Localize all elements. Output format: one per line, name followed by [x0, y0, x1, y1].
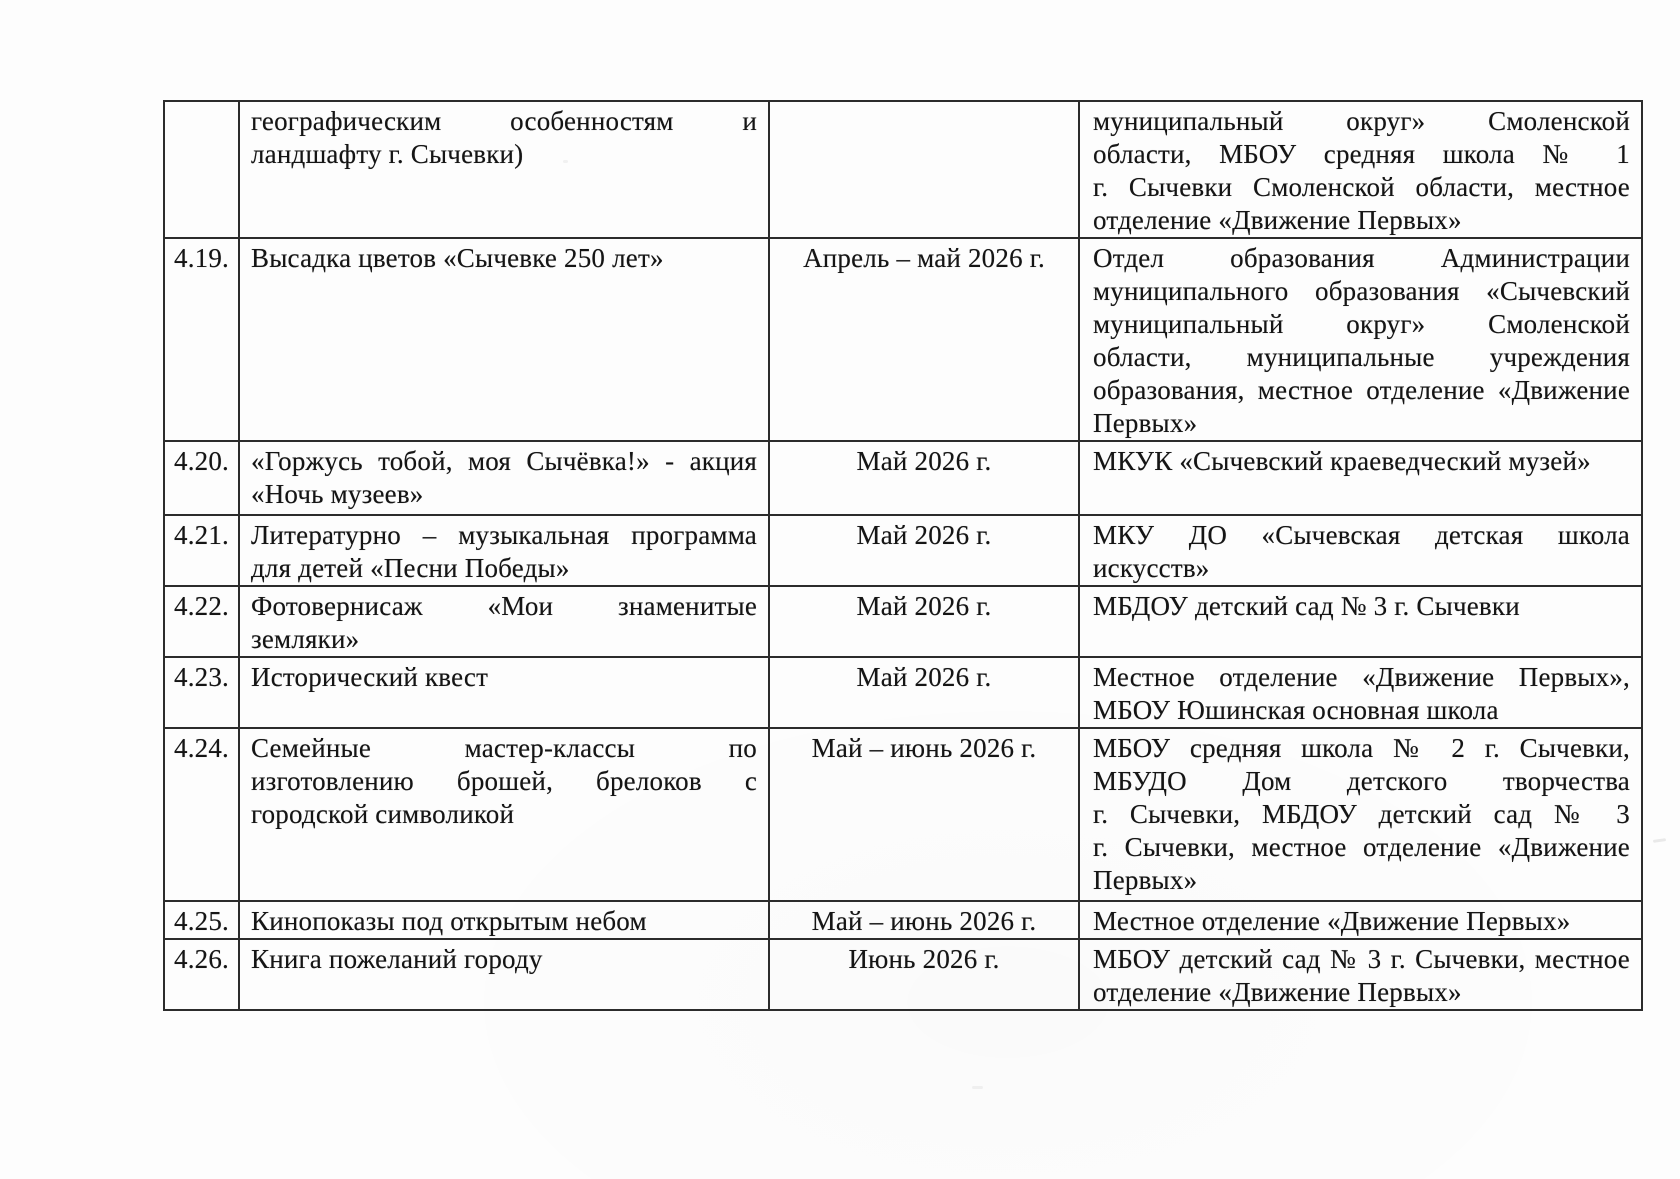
cell-text-line: г. Сычевки, местное отделение «Движение [1093, 832, 1630, 862]
cell-text-line: Май 2026 г. [856, 446, 992, 476]
cell-text-line: отделение «Движение Первых» [1093, 977, 1462, 1007]
cell-text-line: 4.20. [174, 446, 229, 476]
date-cell [769, 586, 1079, 657]
responsible-cell [1079, 586, 1642, 657]
event-cell [239, 101, 769, 238]
cell-text-line: Май – июнь 2026 г. [811, 906, 1037, 936]
cell-text-line: МБУДО Дом детского творчества [1093, 766, 1630, 796]
cell-text-line: 4.22. [174, 591, 229, 621]
table-row [164, 657, 1642, 728]
cell-text-line: МБОУ средняя школа № 2 г. Сычевки, [1093, 733, 1630, 763]
responsible-cell [1079, 441, 1642, 515]
row-number-cell [164, 586, 239, 657]
scan-artifact [972, 1086, 983, 1089]
cell-text-line: 4.25. [174, 906, 229, 936]
responsible-cell [1079, 238, 1642, 441]
table-row [164, 101, 1642, 238]
cell-text-line: МБОУ Юшинская основная школа [1093, 695, 1499, 725]
row-number-cell [164, 901, 239, 939]
table-row [164, 728, 1642, 901]
date-cell [769, 515, 1079, 586]
responsible-cell [1079, 939, 1642, 1010]
cell-text-line: МБОУ детский сад № 3 г. Сычевки, местное [1093, 944, 1630, 974]
date-cell [769, 939, 1079, 1010]
row-number-cell [164, 441, 239, 515]
cell-text-line: МБДОУ детский сад № 3 г. Сычевки [1093, 591, 1520, 621]
cell-text-line: Отдел образования Администрации [1093, 243, 1630, 273]
cell-text-line: городской символикой [251, 799, 515, 829]
responsible-cell [1079, 515, 1642, 586]
event-cell [239, 238, 769, 441]
cell-text-line: области, муниципальные учреждения [1093, 342, 1630, 372]
cell-text-line: Июнь 2026 г. [848, 944, 1000, 974]
cell-text-line: Май 2026 г. [856, 520, 992, 550]
cell-text-line: 4.24. [174, 733, 229, 763]
cell-text-line: Местное отделение «Движение Первых», [1093, 662, 1630, 692]
date-cell [769, 441, 1079, 515]
row-number-cell [164, 515, 239, 586]
cell-text-line: муниципальный округ» Смоленской [1093, 106, 1630, 136]
cell-text-line: образования, местное отделение «Движение [1093, 375, 1630, 405]
scan-artifact [1653, 838, 1666, 843]
cell-text-line: земляки» [251, 624, 360, 654]
cell-text-line: Май 2026 г. [856, 591, 992, 621]
cell-text-line: ландшафту г. Сычевки) [251, 139, 524, 169]
table-row [164, 515, 1642, 586]
row-number-cell [164, 238, 239, 441]
event-cell [239, 515, 769, 586]
cell-text-line: г. Сычевки, МБДОУ детский сад № 3 [1093, 799, 1630, 829]
table-row [164, 901, 1642, 939]
cell-text-line: Кинопоказы под открытым небом [251, 906, 647, 936]
cell-text-line: Май 2026 г. [856, 662, 992, 692]
responsible-cell [1079, 101, 1642, 238]
row-number-cell [164, 939, 239, 1010]
date-cell [769, 101, 1079, 238]
row-number-cell [164, 657, 239, 728]
cell-text-line: муниципальный округ» Смоленской [1093, 309, 1630, 339]
cell-text-line: для детей «Песни Победы» [251, 553, 570, 583]
cell-text-line: Литературно – музыкальная программа [251, 520, 757, 550]
date-cell [769, 901, 1079, 939]
cell-text-line: «Ночь музеев» [251, 479, 424, 509]
table-row [164, 586, 1642, 657]
cell-text-line: 4.26. [174, 944, 229, 974]
cell-text-line: 4.21. [174, 520, 229, 550]
responsible-cell [1079, 657, 1642, 728]
table-row [164, 238, 1642, 441]
cell-text-line: Первых» [1093, 408, 1198, 438]
table-row [164, 939, 1642, 1010]
event-cell [239, 939, 769, 1010]
cell-text-line: 4.23. [174, 662, 229, 692]
cell-text-line: Книга пожеланий городу [251, 944, 543, 974]
responsible-cell [1079, 901, 1642, 939]
cell-text-line: географическим особенностям и [251, 106, 757, 136]
responsible-cell [1079, 728, 1642, 901]
date-cell [769, 728, 1079, 901]
cell-text-line: Апрель – май 2026 г. [803, 243, 1045, 273]
cell-text-line: изготовлению брошей, брелоков с [251, 766, 757, 796]
event-cell [239, 657, 769, 728]
row-number-cell [164, 728, 239, 901]
cell-text-line: 4.19. [174, 243, 229, 273]
event-cell [239, 441, 769, 515]
cell-text-line: МКУК «Сычевский краеведческий музей» [1093, 446, 1591, 476]
cell-text-line: отделение «Движение Первых» [1093, 205, 1462, 235]
events-plan-table-body [164, 101, 1642, 1010]
event-cell [239, 901, 769, 939]
cell-text-line: Семейные мастер-классы по [251, 733, 757, 763]
date-cell [769, 657, 1079, 728]
cell-text-line: Фотовернисаж «Мои знаменитые [251, 591, 757, 621]
cell-text-line: Май – июнь 2026 г. [811, 733, 1037, 763]
cell-text-line: Местное отделение «Движение Первых» [1093, 906, 1571, 936]
cell-text-line: искусств» [1093, 553, 1210, 583]
cell-text-line: области, МБОУ средняя школа № 1 [1093, 139, 1630, 169]
date-cell [769, 238, 1079, 441]
cell-text-line: Первых» [1093, 865, 1198, 895]
cell-text-line: «Горжусь тобой, моя Сычёвка!» - акция [251, 446, 757, 476]
table-row [164, 441, 1642, 515]
cell-text-line: г. Сычевки Смоленской области, местное [1093, 172, 1630, 202]
row-number-cell [164, 101, 239, 238]
event-cell [239, 728, 769, 901]
scan-artifact [563, 160, 568, 163]
cell-text-line: Исторический квест [251, 662, 489, 692]
cell-text-line: муниципального образования «Сычевский [1093, 276, 1630, 306]
cell-text-line: Высадка цветов «Сычевке 250 лет» [251, 243, 664, 273]
cell-text-line: МКУ ДО «Сычевская детская школа [1093, 520, 1630, 550]
event-cell [239, 586, 769, 657]
events-plan-table [163, 100, 1643, 1011]
